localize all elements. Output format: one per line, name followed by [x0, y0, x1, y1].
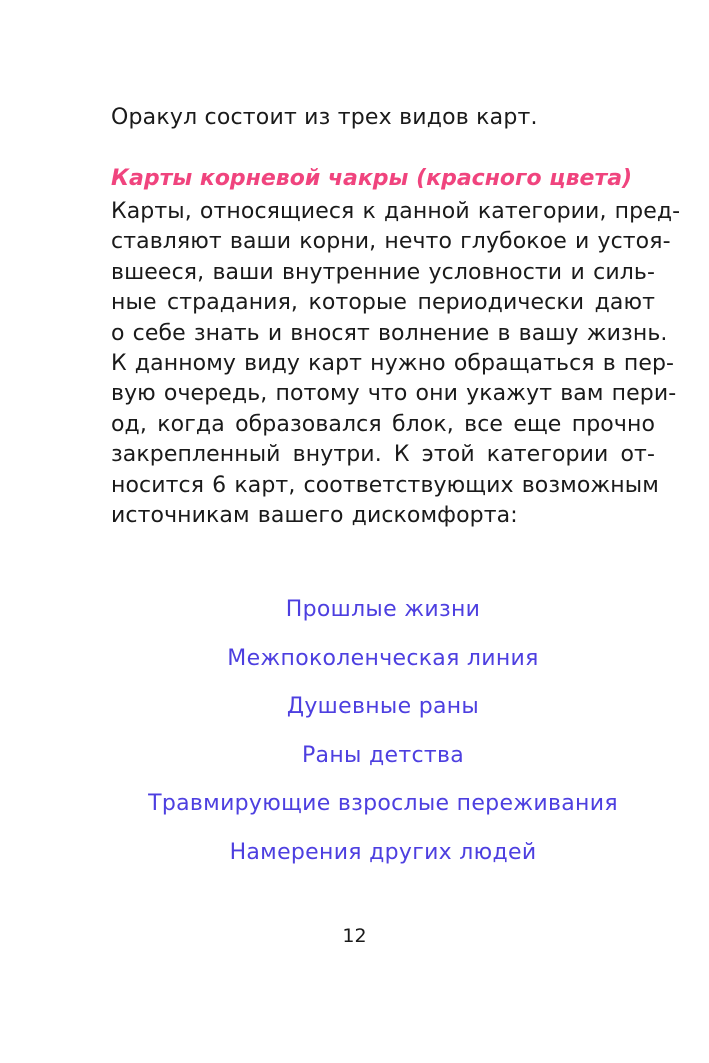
paragraph-line: ставляют ваши корни, нечто глубокое и устоя-: [111, 229, 671, 255]
paragraph-line: носится 6 карт, соответствующих возможным: [111, 472, 659, 498]
card-type-item: Прошлые жизни: [285, 597, 481, 622]
paragraph-line: К данному виду карт нужно обращаться в пер-: [111, 351, 675, 377]
paragraph-line: закрепленный внутри. К этой категории от-: [111, 442, 655, 468]
paragraph-line: о себе знать и вносят волнение в вашу жизнь.: [111, 320, 668, 346]
paragraph-line: вшееся, ваши внутренние условности и силь-: [111, 259, 655, 285]
card-type-item: Раны детства: [301, 742, 464, 768]
card-type-item: Душевные раны: [286, 694, 480, 719]
card-type-item: Травмирующие взрослые переживания: [148, 791, 618, 816]
paragraph-line: Карты, относящиеся к данной категории, пред-: [111, 199, 681, 224]
intro-text: Оракул состоит из трех видов карт.: [111, 105, 538, 130]
section-heading: Карты корневой чакры (красного цвета): [111, 166, 633, 191]
page-number: 12: [342, 925, 367, 947]
card-type-item: Межпоколенческая линия: [227, 645, 539, 671]
paragraph-line: вую очередь, потому что они укажут вам пери-: [111, 381, 677, 407]
card-type-item: Намерения других людей: [229, 839, 537, 865]
paragraph-line: од, когда образовался блок, все еще прочно: [111, 411, 655, 437]
paragraph-line: источникам вашего дискомфорта:: [111, 503, 518, 529]
card-type-list: [111, 586, 655, 877]
section-paragraph: [111, 197, 681, 531]
page-content: [111, 100, 681, 865]
paragraph-line: ные страдания, которые периодически дают: [111, 290, 655, 316]
